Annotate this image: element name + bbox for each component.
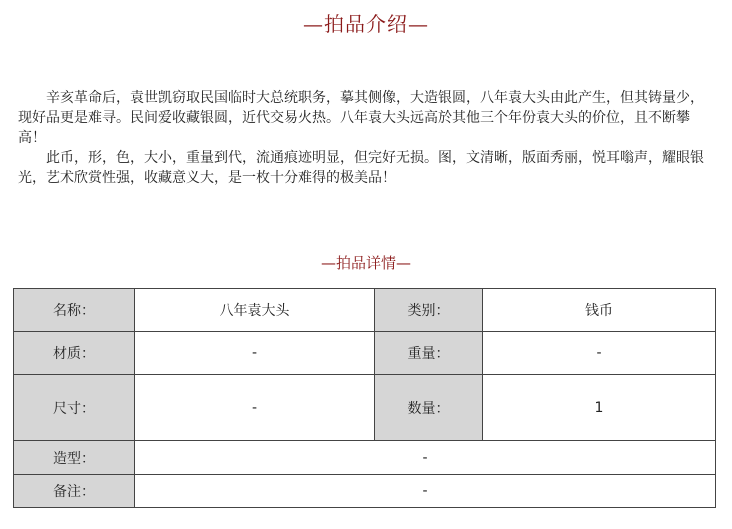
intro-paragraph-2: 此币，形，色，大小，重量到代，流通痕迹明显，但完好无损。图，文清晰，版面秀丽，悦耳嗡声，耀眼银光，艺术欣赏性强，收藏意义大，是一枚十分难得的极美品！ (18, 150, 704, 186)
table-row (14, 441, 716, 475)
name-value: 八年袁大头 (135, 289, 375, 332)
details-table (13, 288, 716, 508)
name-label: 名称： (14, 289, 135, 332)
size-value: - (135, 375, 375, 441)
material-value: - (135, 332, 375, 375)
table-row (14, 332, 716, 375)
table-row (14, 475, 716, 508)
weight-label: 重量： (375, 332, 483, 375)
size-label: 尺寸： (14, 375, 135, 441)
remark-label: 备注： (14, 475, 135, 508)
category-value: 钱币 (483, 289, 716, 332)
shape-label: 造型： (14, 441, 135, 475)
quantity-label: 数量： (375, 375, 483, 441)
table-row (14, 375, 716, 441)
table-row (14, 289, 716, 332)
intro-title: —拍品介绍— (303, 12, 429, 36)
quantity-value: 1 (483, 375, 716, 441)
intro-paragraph-1: 辛亥革命后，袁世凯窃取民国临时大总统职务，摹其侧像，大造银圆，八年袁大头由此产生，但其铸量少，现好品更是难寻。民间爱收藏银圆，近代交易火热。八年袁大头远高於其他三个年份袁大头的价位，且不断攀高！ (18, 90, 704, 146)
remark-value: - (135, 475, 716, 508)
shape-value: - (135, 441, 716, 475)
weight-value: - (483, 332, 716, 375)
details-title: —拍品详情— (320, 254, 411, 272)
intro-text (18, 88, 708, 188)
material-label: 材质： (14, 332, 135, 375)
category-label: 类别： (375, 289, 483, 332)
